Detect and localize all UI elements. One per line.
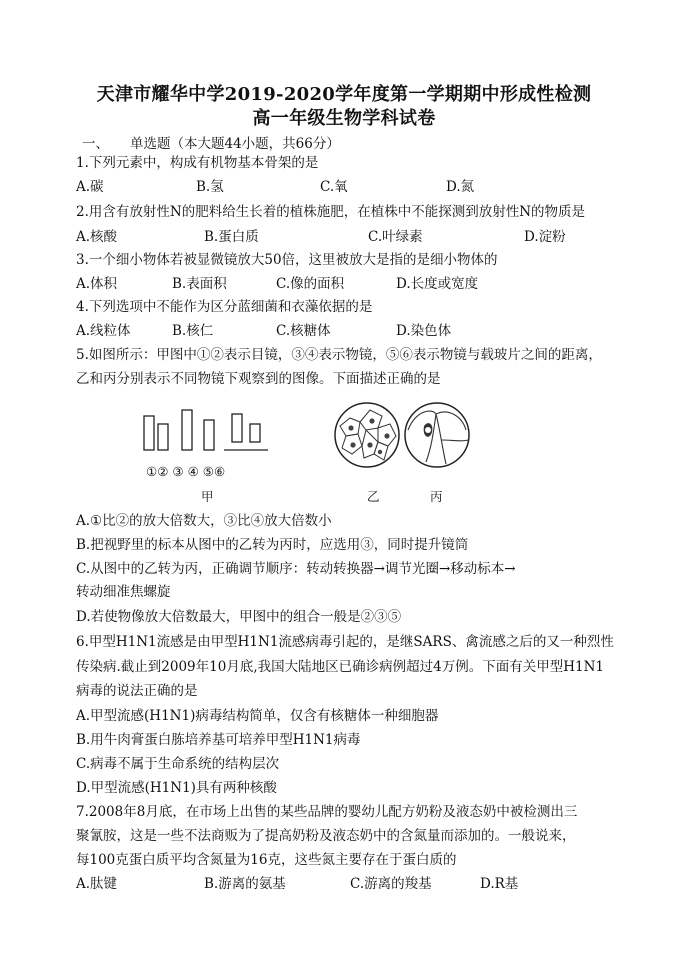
question-6-option-c: C.病毒不属于生命系统的结构层次	[76, 756, 280, 772]
question-7-stem-line2: 聚氰胺，这是一些不法商贩为了提高奶粉及液态奶中的含氮量而添加的。一般说来，	[76, 828, 576, 844]
option-c: C.核糖体	[276, 323, 331, 339]
figure-jia-lens-labels: ①② ③ ④ ⑤⑥	[146, 464, 226, 479]
question-6-stem-line1: 6.甲型H1N1流感是由甲型H1N1流感病毒引起的，是继SARS、禽流感之后的又一种烈性	[76, 634, 614, 650]
question-3-stem: 3.一个细小物体若被显微镜放大50倍，这里被放大是指的是细小物体的	[76, 252, 498, 268]
option-b: B.表面积	[172, 276, 227, 292]
option-b: B.氢	[196, 179, 224, 195]
figure-jia-lenses	[138, 404, 272, 458]
question-7-stem-line1: 7.2008年8月底，在市场上出售的某些品牌的婴幼儿配方奶粉及液态奶中被检测出三	[76, 804, 578, 820]
question-5-stem-line1: 5.如图所示：甲图中①②表示目镜，③④表示物镜，⑤⑥表示物镜与载玻片之间的距离，	[76, 347, 602, 363]
question-1-stem: 1.下列元素中，构成有机物基本骨架的是	[76, 155, 319, 171]
option-a: A.线粒体	[76, 323, 131, 339]
option-d: D.氮	[446, 179, 475, 195]
option-d: D.淀粉	[524, 229, 566, 245]
question-5-option-a: A.①比②的放大倍数大，③比④放大倍数小	[76, 513, 332, 529]
option-c: C.像的面积	[276, 276, 345, 292]
section-label: 单选题（本大题44小题，共66分）	[130, 136, 340, 152]
question-7-stem-line3: 每100克蛋白质平均含氮量为16克，这些氮主要存在于蛋白质的	[76, 852, 457, 868]
figure-yi-label: 乙	[367, 489, 380, 504]
option-b: B.蛋白质	[204, 229, 259, 245]
option-d: D.染色体	[396, 323, 452, 339]
question-6-option-a: A.甲型流感(H1N1)病毒结构简单，仅含有核糖体一种细胞器	[76, 708, 439, 724]
question-6-stem-line3: 病毒的说法正确的是	[76, 683, 198, 699]
question-6-option-b: B.用牛肉膏蛋白胨培养基可培养甲型H1N1病毒	[76, 732, 361, 748]
option-a: A.碳	[76, 179, 104, 195]
exam-title-line2: 高一年级生物学科试卷	[252, 108, 436, 129]
question-6-option-d: D.甲型流感(H1N1)具有两种核酸	[76, 780, 277, 796]
question-5-stem-line2: 乙和丙分别表示不同物镜下观察到的图像。下面描述正确的是	[76, 371, 441, 387]
question-5-option-d: D.若使物像放大倍数最大，甲图中的组合一般是②③⑤	[76, 609, 402, 625]
option-a: A.体积	[76, 276, 118, 292]
figure-yi-cells	[332, 400, 402, 470]
exam-title-line1: 天津市耀华中学2019-2020学年度第一学期期中形成性检测	[96, 84, 592, 105]
question-4-stem: 4.下列选项中不能作为区分蓝细菌和衣藻依据的是	[76, 299, 373, 315]
option-b: B.游离的氨基	[204, 876, 286, 892]
figure-bing-label: 丙	[430, 489, 443, 504]
question-5-option-c-line1: C.从图中的乙转为丙，正确调节顺序：转动转换器→调节光圈→移动标本→	[76, 561, 516, 577]
option-a: A.核酸	[76, 229, 118, 245]
option-b: B.核仁	[172, 323, 214, 339]
section-number: 一、	[82, 136, 109, 152]
option-a: A.肽键	[76, 876, 118, 892]
figure-bing-cells	[402, 400, 472, 470]
option-c: C.叶绿素	[368, 229, 423, 245]
question-5-option-b: B.把视野里的标本从图中的乙转为丙时，应选用③，同时提升镜筒	[76, 537, 469, 553]
question-5-option-c-line2: 转动细准焦螺旋	[76, 584, 171, 600]
option-c: C.氧	[320, 179, 348, 195]
question-6-stem-line2: 传染病.截止到2009年10月底,我国大陆地区已确诊病例超过4万例。下面有关甲型H1N1	[76, 659, 604, 675]
option-d: D.R基	[480, 876, 519, 892]
figure-jia-label: 甲	[201, 489, 214, 504]
option-c: C.游离的羧基	[350, 876, 432, 892]
section-heading	[82, 132, 340, 152]
option-d: D.长度或宽度	[396, 276, 479, 292]
question-2-stem: 2.用含有放射性N的肥料给生长着的植株施肥，在植株中不能探测到放射性N的物质是	[76, 204, 586, 220]
